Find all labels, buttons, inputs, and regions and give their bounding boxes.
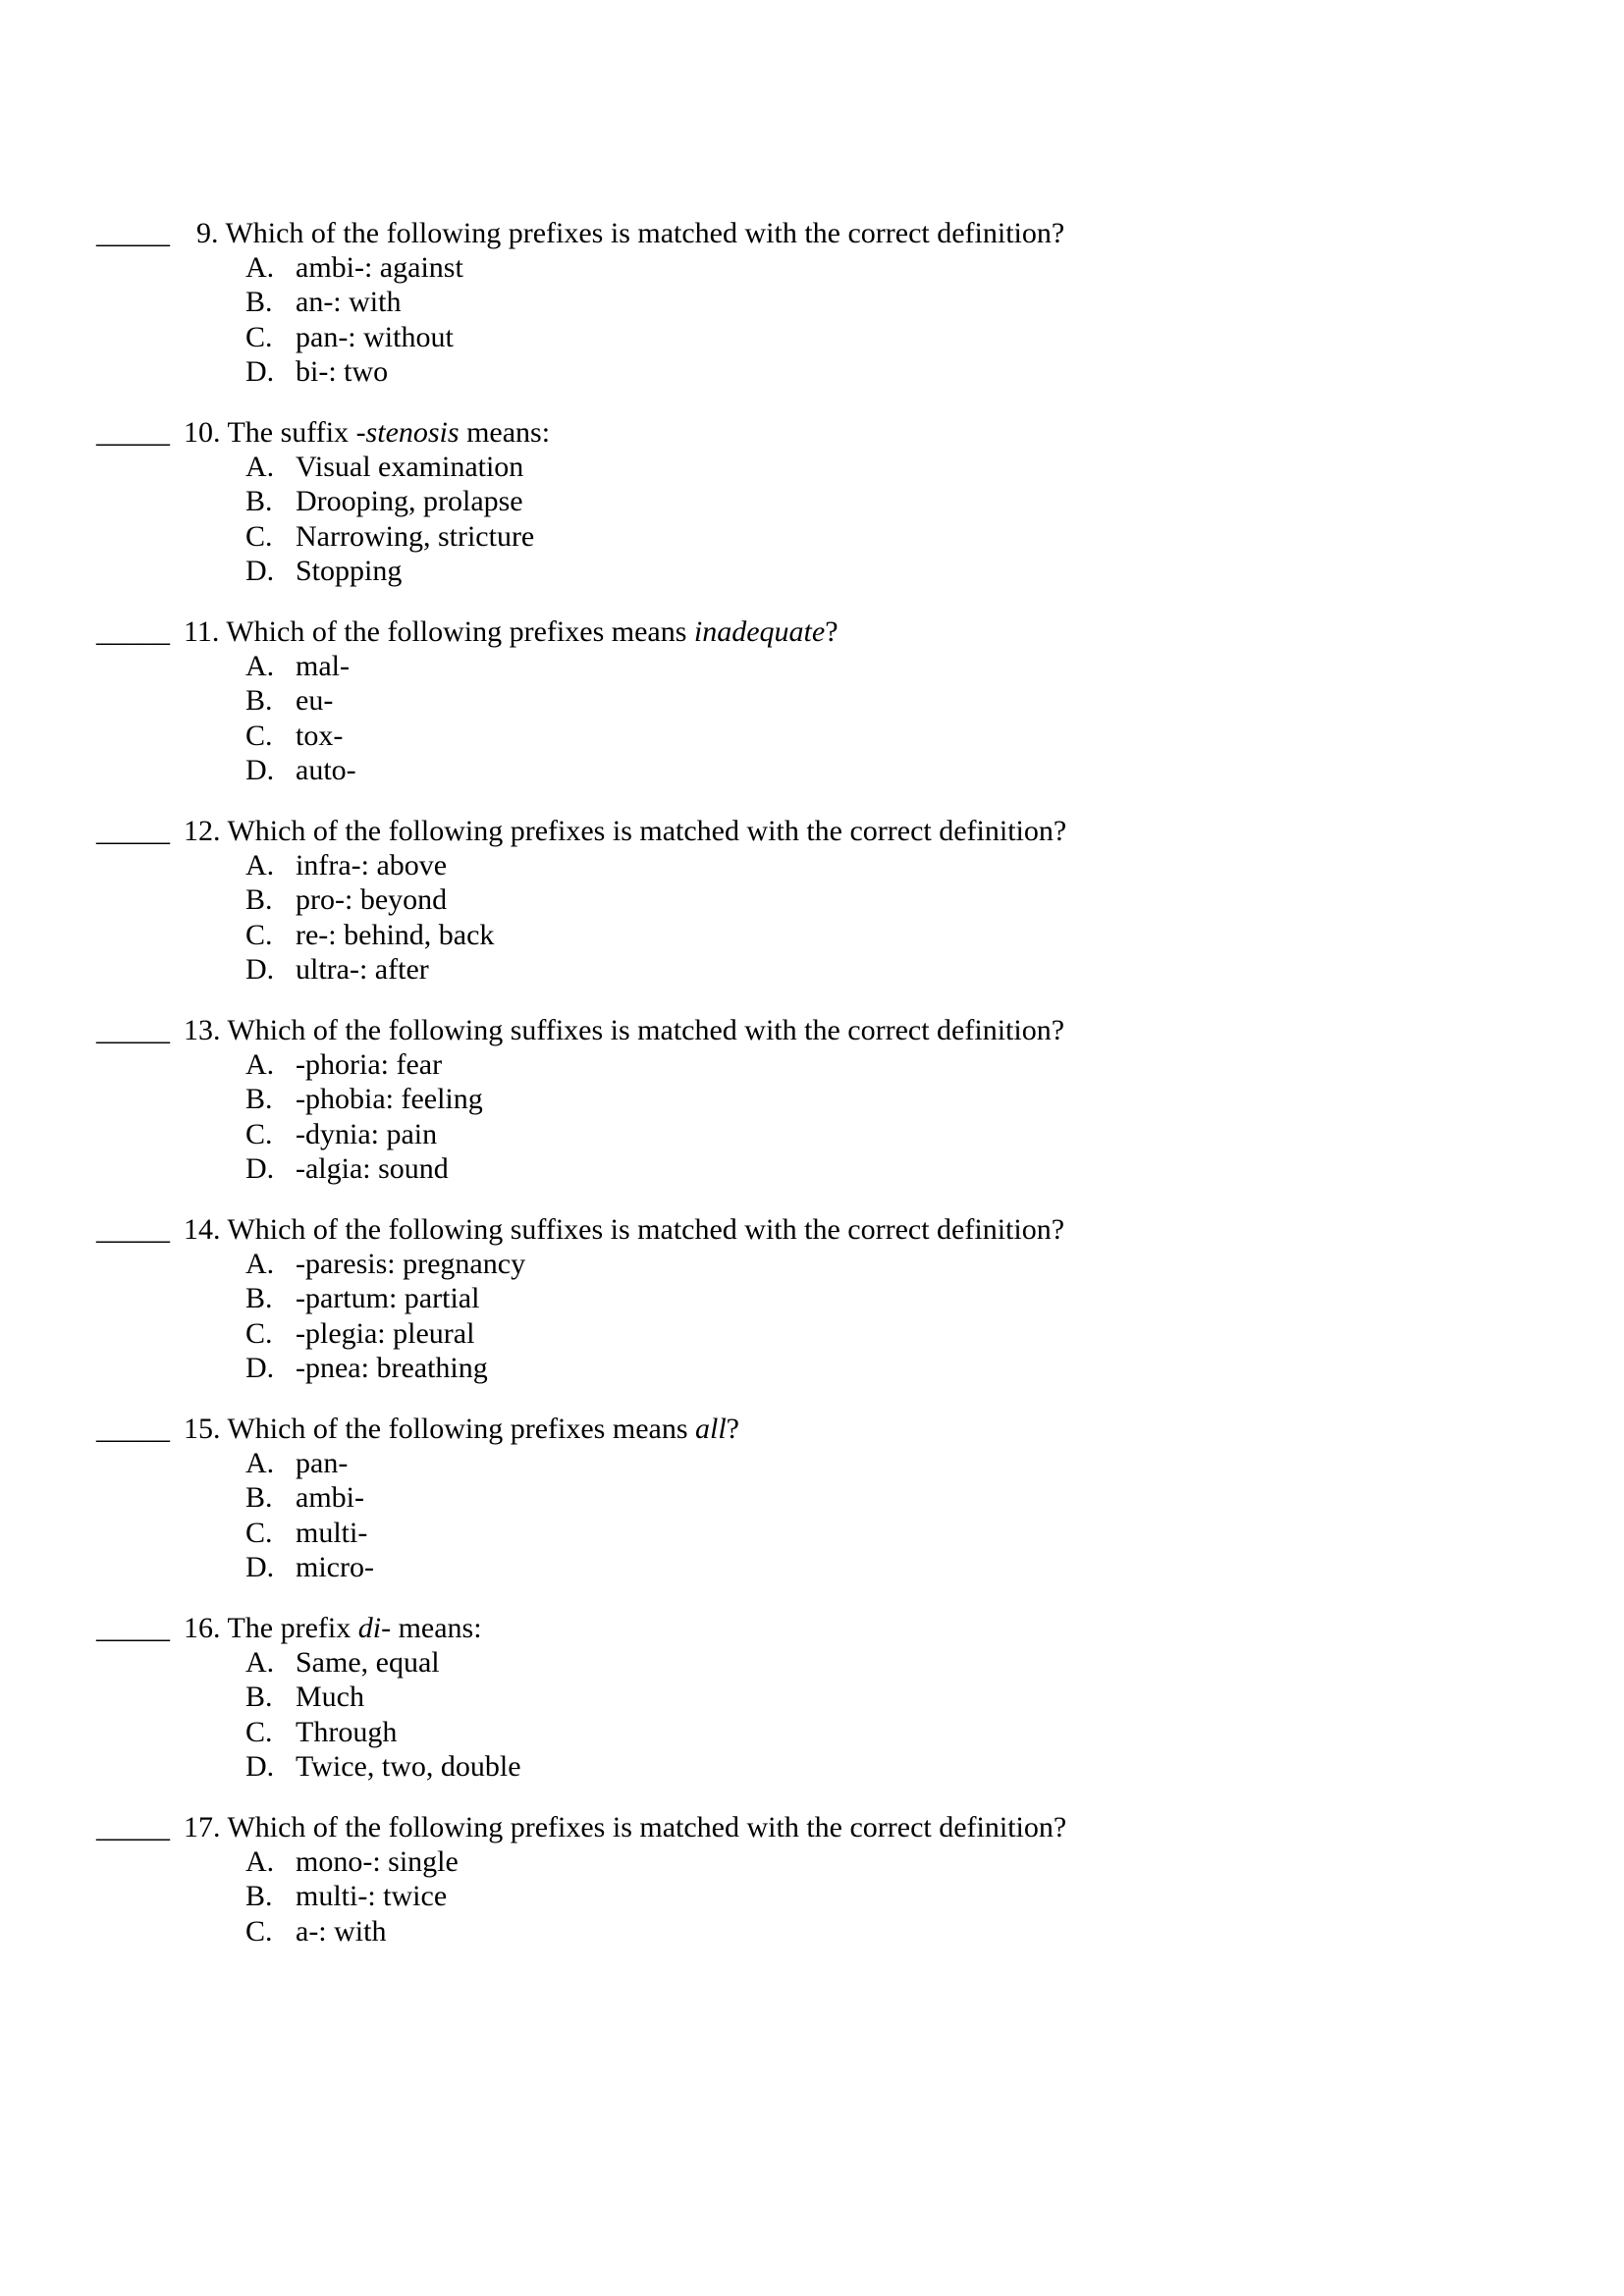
- option-text: a-: with: [296, 1914, 387, 1948]
- question-number: 12.: [184, 815, 221, 847]
- option-text: multi-: [296, 1516, 368, 1549]
- option-text: Stopping: [296, 555, 403, 588]
- question-text: The suffix: [227, 416, 356, 449]
- option-text: eu-: [296, 684, 334, 718]
- option-row: [96, 1844, 1373, 1879]
- option-letter: D.: [245, 953, 275, 987]
- option-row: [96, 1047, 1373, 1082]
- question-text: Which of the following prefixes means: [227, 1413, 695, 1445]
- option-text: -plegia: pleural: [296, 1316, 475, 1350]
- option-text: Much: [296, 1681, 364, 1714]
- question-text: Which of the following suffixes is matched with the correct definition?: [227, 1213, 1065, 1246]
- option-text: re-: behind, back: [296, 918, 495, 951]
- question-text: Which of the following prefixes is matched with the correct definition?: [227, 815, 1067, 847]
- option-letter: C.: [245, 519, 273, 553]
- option-letter: C.: [245, 1117, 273, 1150]
- question-text: Which of the following prefixes is matched with the correct definition?: [225, 217, 1065, 249]
- option-row: [96, 683, 1373, 718]
- question-text: Which of the following prefixes means: [226, 615, 694, 648]
- option-text: pan-: [296, 1447, 349, 1479]
- option-letter: A.: [245, 1845, 275, 1878]
- option-text: -algia: sound: [296, 1152, 449, 1186]
- option-row: [96, 1645, 1373, 1680]
- option-letter: D.: [245, 1551, 275, 1584]
- option-row: [96, 1151, 1373, 1186]
- option-letter: C.: [245, 1914, 273, 1948]
- option-letter: D.: [245, 1352, 275, 1385]
- option-row: [96, 1117, 1373, 1151]
- option-row: [96, 848, 1373, 882]
- answer-blank[interactable]: _____: [96, 416, 170, 449]
- option-text: -phobia: feeling: [296, 1083, 483, 1116]
- option-row: [96, 719, 1373, 753]
- question-number: 16.: [184, 1612, 221, 1644]
- option-row: [96, 1480, 1373, 1515]
- question-number: 9.: [196, 217, 219, 249]
- answer-blank[interactable]: _____: [96, 1213, 170, 1246]
- question-12: [96, 814, 1373, 988]
- option-row: [96, 1446, 1373, 1480]
- option-text: -pnea: breathing: [296, 1352, 488, 1385]
- option-text: -partum: partial: [296, 1282, 480, 1315]
- question-10: [96, 415, 1373, 589]
- option-row: [96, 1914, 1373, 1949]
- option-text: Through: [296, 1715, 398, 1748]
- question-stem-line: [96, 415, 1373, 450]
- option-text: -dynia: pain: [296, 1117, 438, 1150]
- option-letter: B.: [245, 1681, 273, 1714]
- question-stem-line: [96, 216, 1373, 250]
- option-letter: C.: [245, 918, 273, 951]
- question-text-end: means:: [459, 416, 551, 449]
- answer-blank[interactable]: _____: [96, 1612, 170, 1644]
- option-text: mono-: single: [296, 1845, 459, 1878]
- option-letter: B.: [245, 485, 273, 518]
- question-text: The prefix: [227, 1612, 358, 1644]
- option-row: [96, 1082, 1373, 1116]
- question-15: [96, 1412, 1373, 1585]
- option-row: [96, 649, 1373, 683]
- option-text: Same, equal: [296, 1646, 440, 1679]
- question-17: [96, 1810, 1373, 1949]
- question-number: 14.: [184, 1213, 221, 1246]
- question-stem: [184, 1611, 482, 1645]
- option-row: [96, 1351, 1373, 1385]
- option-row: [96, 1316, 1373, 1351]
- option-row: [96, 450, 1373, 484]
- option-letter: A.: [245, 1248, 275, 1280]
- option-row: [96, 1247, 1373, 1281]
- option-letter: D.: [245, 1152, 275, 1186]
- question-number: 11.: [184, 615, 220, 648]
- question-text-emphasis: all: [695, 1413, 727, 1445]
- question-stem: [184, 1212, 1064, 1247]
- question-number: 15.: [184, 1413, 221, 1445]
- question-stem-line: [96, 1013, 1373, 1047]
- option-row: [96, 554, 1373, 588]
- option-text: -paresis: pregnancy: [296, 1248, 526, 1280]
- question-9: [96, 216, 1373, 390]
- question-text-emphasis: -stenosis: [355, 416, 460, 449]
- question-text: Which of the following suffixes is matched with the correct definition?: [227, 1014, 1065, 1046]
- question-stem: [184, 614, 839, 649]
- question-text-emphasis: di-: [357, 1612, 392, 1644]
- question-stem: [184, 814, 1066, 848]
- question-number: 17.: [184, 1811, 221, 1843]
- answer-blank[interactable]: _____: [96, 615, 170, 648]
- option-letter: A.: [245, 1447, 275, 1479]
- question-14: [96, 1212, 1373, 1386]
- option-row: [96, 250, 1373, 285]
- option-text: mal-: [296, 650, 350, 682]
- question-stem-line: [96, 614, 1373, 649]
- question-16: [96, 1611, 1373, 1785]
- option-letter: C.: [245, 320, 273, 353]
- option-row: [96, 1715, 1373, 1749]
- question-11: [96, 614, 1373, 788]
- question-stem: [196, 216, 1064, 250]
- option-text: ambi-: against: [296, 251, 463, 284]
- option-text: Narrowing, stricture: [296, 519, 535, 553]
- option-letter: B.: [245, 286, 273, 319]
- question-stem: [184, 1810, 1066, 1844]
- option-text: pan-: without: [296, 320, 454, 353]
- option-text: pro-: beyond: [296, 883, 448, 917]
- option-text: an-: with: [296, 286, 402, 319]
- option-text: tox-: [296, 719, 344, 752]
- option-letter: A.: [245, 1646, 275, 1679]
- answer-blank[interactable]: _____: [96, 1014, 170, 1046]
- option-row: [96, 484, 1373, 518]
- option-letter: B.: [245, 684, 273, 718]
- option-letter: A.: [245, 451, 275, 483]
- question-stem-line: [96, 814, 1373, 848]
- answer-blank[interactable]: _____: [96, 1811, 170, 1843]
- option-letter: A.: [245, 1048, 275, 1081]
- option-text: Drooping, prolapse: [296, 485, 523, 518]
- option-letter: B.: [245, 1880, 273, 1913]
- question-stem: [184, 1013, 1064, 1047]
- option-text: bi-: two: [296, 355, 389, 389]
- option-text: auto-: [296, 754, 356, 787]
- option-text: ultra-: after: [296, 953, 429, 987]
- option-row: [96, 354, 1373, 389]
- option-row: [96, 1281, 1373, 1315]
- option-row: [96, 1680, 1373, 1714]
- question-stem: [184, 1412, 739, 1446]
- question-stem-line: [96, 1810, 1373, 1844]
- option-text: multi-: twice: [296, 1880, 448, 1913]
- option-row: [96, 753, 1373, 787]
- question-stem-line: [96, 1412, 1373, 1446]
- option-row: [96, 1550, 1373, 1584]
- option-row: [96, 952, 1373, 987]
- question-text-end: ?: [825, 615, 839, 648]
- answer-blank[interactable]: _____: [96, 815, 170, 847]
- option-letter: D.: [245, 355, 275, 389]
- option-letter: B.: [245, 1481, 273, 1515]
- option-letter: D.: [245, 555, 275, 588]
- option-letter: B.: [245, 1083, 273, 1116]
- option-text: infra-: above: [296, 849, 448, 881]
- option-row: [96, 882, 1373, 917]
- option-letter: C.: [245, 719, 273, 752]
- option-text: ambi-: [296, 1481, 364, 1515]
- question-number: 13.: [184, 1014, 221, 1046]
- question-text-emphasis: inadequate: [693, 615, 826, 648]
- option-letter: C.: [245, 1316, 273, 1350]
- option-letter: B.: [245, 883, 273, 917]
- option-letter: A.: [245, 849, 275, 881]
- question-stem-line: [96, 1212, 1373, 1247]
- option-text: Visual examination: [296, 451, 524, 483]
- option-text: micro-: [296, 1551, 374, 1584]
- option-row: [96, 1516, 1373, 1550]
- option-letter: C.: [245, 1715, 273, 1748]
- question-text-end: ?: [726, 1413, 739, 1445]
- option-text: -phoria: fear: [296, 1048, 443, 1081]
- question-text-end: means:: [391, 1612, 482, 1644]
- option-letter: D.: [245, 754, 275, 787]
- option-letter: A.: [245, 251, 275, 284]
- question-number: 10.: [184, 416, 221, 449]
- option-row: [96, 519, 1373, 554]
- option-letter: B.: [245, 1282, 273, 1315]
- answer-blank[interactable]: _____: [96, 1413, 170, 1445]
- question-text: Which of the following prefixes is matched with the correct definition?: [227, 1811, 1067, 1843]
- option-letter: C.: [245, 1516, 273, 1549]
- option-row: [96, 1749, 1373, 1784]
- option-text: Twice, two, double: [296, 1750, 521, 1784]
- answer-blank[interactable]: _____: [96, 217, 170, 249]
- question-13: [96, 1013, 1373, 1187]
- option-row: [96, 285, 1373, 319]
- option-letter: D.: [245, 1750, 275, 1784]
- option-letter: A.: [245, 650, 275, 682]
- option-row: [96, 320, 1373, 354]
- option-row: [96, 1879, 1373, 1913]
- question-stem: [184, 415, 550, 450]
- question-stem-line: [96, 1611, 1373, 1645]
- option-row: [96, 918, 1373, 952]
